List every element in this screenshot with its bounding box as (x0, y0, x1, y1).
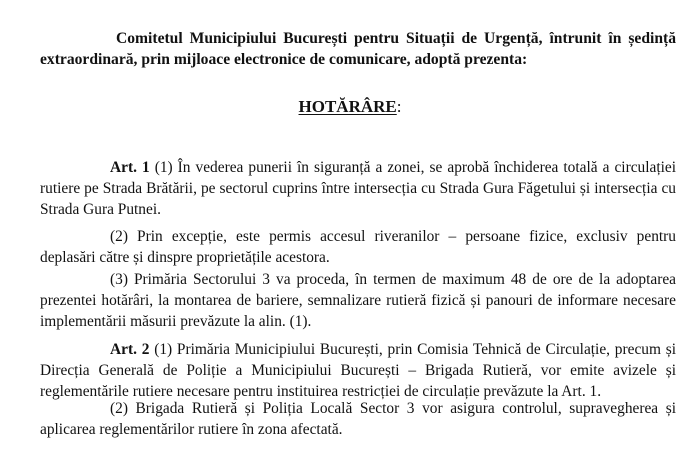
intro-line-2: extraordinară, prin mijloace electronice de comunicare, adoptă prezenta: (40, 51, 528, 68)
article-1-paragraph-2: (2) Prin excepție, este permis accesul riveranilor – persoane fizice, exclusiv pentru deplasări către și dinspre proprietățile acestora. (40, 228, 676, 266)
article-2-label: Art. 2 (110, 341, 150, 358)
article-1-label: Art. 1 (110, 159, 150, 176)
article-1-paragraph-3: (3) Primăria Sectorului 3 va proceda, în termen de maximum 48 de ore de la adoptarea prezentei hotărâri, la montarea de bariere, semnalizare rutieră fizică și panouri de informare necesare implementării măsurii prevăzute la alin. (1). (40, 271, 676, 330)
article-2-paragraph-2: (2) Brigada Rutieră și Poliția Locală Sector 3 vor asigura controlul, supravegherea și aplicarea reglementărilor rutiere în zona afectată. (40, 400, 676, 438)
article-2-paragraph-1 (40, 339, 676, 402)
document-title (0, 97, 700, 117)
intro-paragraph (40, 28, 676, 70)
intro-line-1: Comitetul Municipiului București pentru Situații de Urgență, întrunit în ședință (116, 30, 676, 47)
article-2-paragraph-1-text: (1) Primăria Municipiului București, prin Comisia Tehnică de Circulație, precum și Direcția Generală de Poliție a Municipiului București – Brigada Rutieră, vor emite avizele și reglementările rutiere necesare pentru instituirea restricției de circulație prevăzute la Art. 1. (40, 341, 676, 400)
article-1-paragraph-1 (40, 157, 676, 220)
title-colon: : (396, 97, 402, 116)
title-text: HOTĂRÂRE (298, 97, 397, 116)
article-1-paragraph-1-text: (1) În vederea punerii în siguranță a zonei, se aprobă închiderea totală a circulației rutiere pe Strada Brătării, pe sectorul cuprins între intersecția cu Strada Gura Făgetului și intersecția cu Strada Gura Putnei. (40, 159, 676, 218)
